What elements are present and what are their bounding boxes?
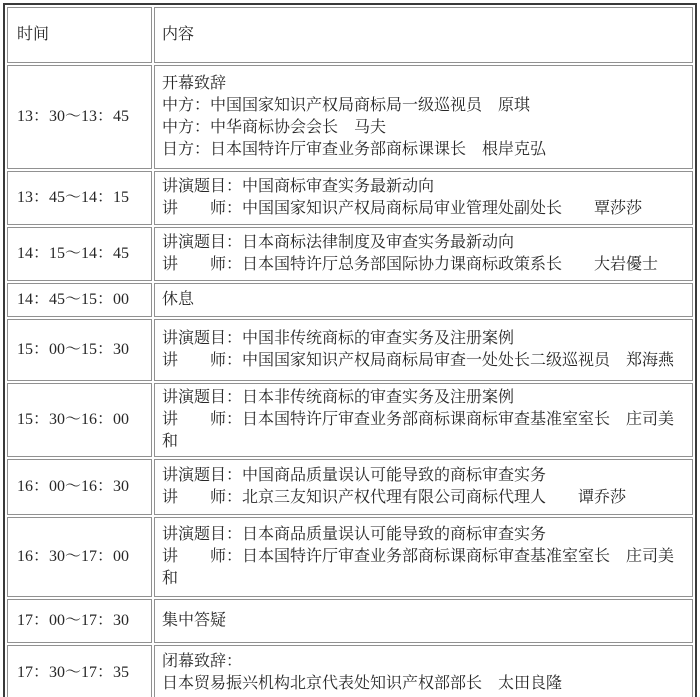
schedule-table xyxy=(3,3,697,697)
content-line: 讲演题目：日本商标法律制度及审查实务最新动向 xyxy=(162,234,515,251)
content-line: 日方：日本国特许厅审查业务部商标课课长 根岸克弘 xyxy=(162,141,547,158)
time-cell: 13：30～13：45 xyxy=(7,65,152,169)
table-row xyxy=(7,645,693,697)
time-cell: 15：00～15：30 xyxy=(7,319,152,381)
content-cell xyxy=(154,283,693,317)
table-row xyxy=(7,459,693,515)
content-cell xyxy=(154,459,693,515)
content-cell xyxy=(154,383,693,457)
content-line: 讲演题目：中国商品质量误认可能导致的商标审查实务 xyxy=(162,467,547,484)
column-header-time: 时间 xyxy=(7,7,152,63)
time-cell: 14：45～15：00 xyxy=(7,283,152,317)
content-line: 中方：中国国家知识产权局商标局一级巡视员 原琪 xyxy=(162,97,531,114)
content-line: 闭幕致辞： xyxy=(162,653,243,670)
content-line: 讲 师：中国国家知识产权局商标局审查一处处长二级巡视员 郑海燕 xyxy=(162,352,675,369)
content-line: 讲演题目：日本非传统商标的审查实务及注册案例 xyxy=(162,389,515,406)
content-line: 开幕致辞 xyxy=(162,75,227,92)
time-cell: 17：30～17：35 xyxy=(7,645,152,697)
content-cell xyxy=(154,171,693,225)
content-line: 讲 师：日本国特许厅审查业务部商标课商标审查基准室室长 庄司美和 xyxy=(162,411,675,450)
content-line: 集中答疑 xyxy=(162,612,227,629)
time-cell: 14：15～14：45 xyxy=(7,227,152,281)
content-cell xyxy=(154,645,693,697)
content-cell xyxy=(154,65,693,169)
content-cell xyxy=(154,517,693,597)
header-row xyxy=(7,7,693,63)
content-line: 休息 xyxy=(162,291,195,308)
table-row xyxy=(7,227,693,281)
content-line: 日本贸易振兴机构北京代表处知识产权部部长 太田良隆 xyxy=(162,675,563,692)
time-cell: 16：30～17：00 xyxy=(7,517,152,597)
content-line: 讲演题目：中国非传统商标的审查实务及注册案例 xyxy=(162,330,515,347)
content-cell xyxy=(154,227,693,281)
time-cell: 16：00～16：30 xyxy=(7,459,152,515)
table-row xyxy=(7,319,693,381)
content-cell xyxy=(154,319,693,381)
content-line: 讲 师：日本国特许厅总务部国际协力课商标政策系长 大岩優士 xyxy=(162,256,659,273)
table-row xyxy=(7,283,693,317)
time-cell: 17：00～17：30 xyxy=(7,599,152,643)
content-line: 讲演题目：日本商品质量误认可能导致的商标审查实务 xyxy=(162,526,547,543)
content-line: 中方：中华商标协会会长 马夫 xyxy=(162,119,387,136)
time-cell: 15：30～16：00 xyxy=(7,383,152,457)
content-line: 讲 师：日本国特许厅审查业务部商标课商标审查基准室室长 庄司美和 xyxy=(162,548,675,587)
content-line: 讲 师：北京三友知识产权代理有限公司商标代理人 谭乔莎 xyxy=(162,489,627,506)
table-row xyxy=(7,599,693,643)
time-cell: 13：45～14：15 xyxy=(7,171,152,225)
table-row xyxy=(7,65,693,169)
table-row xyxy=(7,171,693,225)
content-line: 讲 师：中国国家知识产权局商标局审业管理处副处长 覃莎莎 xyxy=(162,200,643,217)
table-row xyxy=(7,383,693,457)
content-cell xyxy=(154,599,693,643)
table-row xyxy=(7,517,693,597)
column-header-content: 内容 xyxy=(154,7,693,63)
content-line: 讲演题目：中国商标审查实务最新动向 xyxy=(162,178,435,195)
